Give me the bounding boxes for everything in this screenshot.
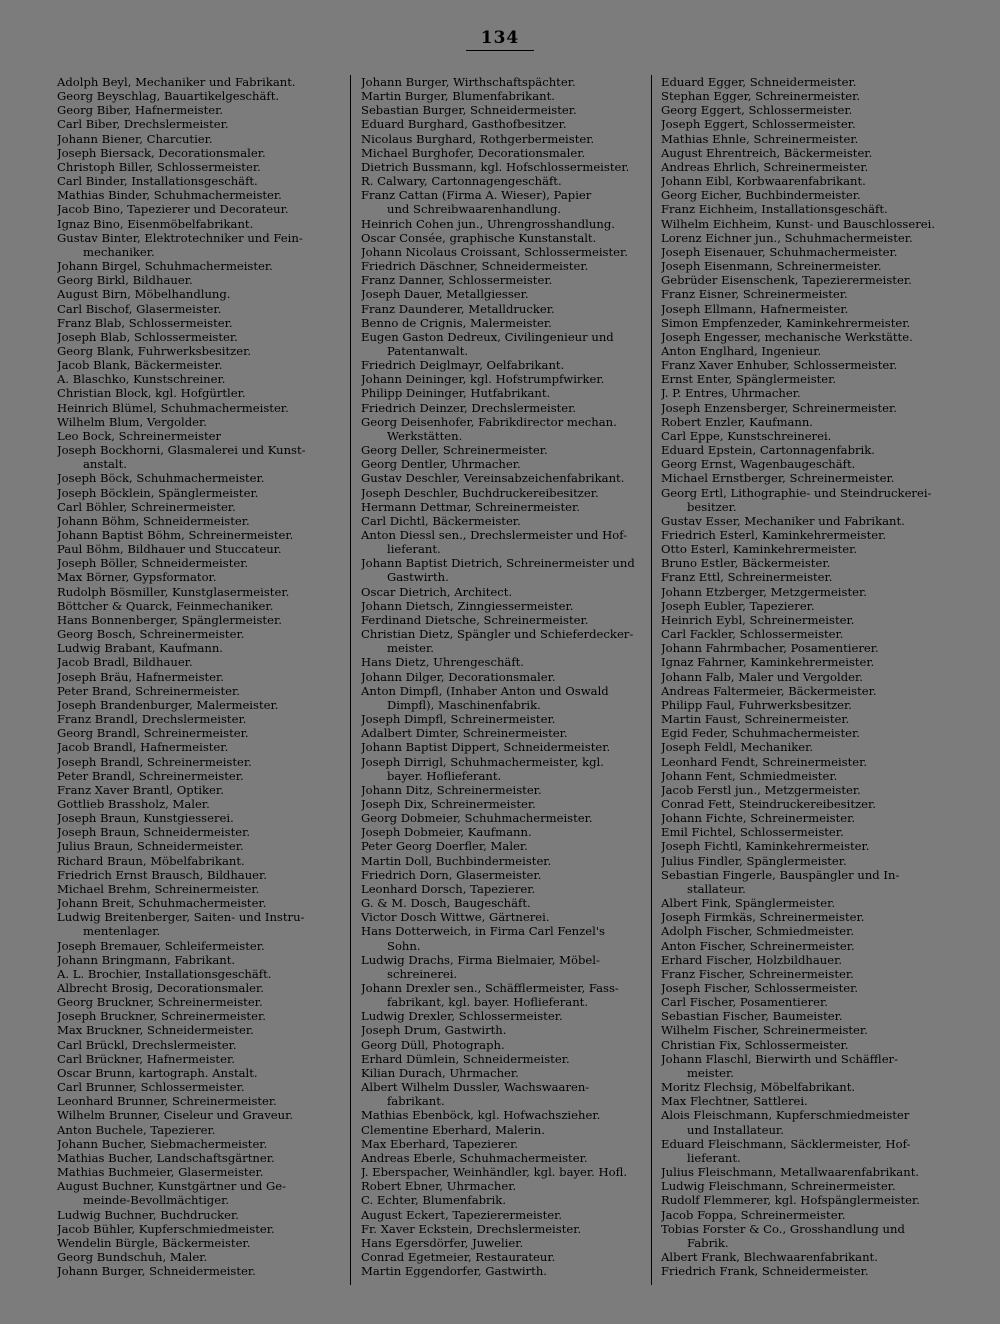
- directory-entry: Simon Empfenzeder, Kaminkehrermeister.: [661, 315, 911, 330]
- directory-entry: Franz Blab, Schlossermeister.: [57, 315, 233, 330]
- directory-entry: Georg Düll, Photograph.: [361, 1037, 505, 1052]
- directory-entry: Johann Fent, Schmiedmeister.: [661, 768, 838, 783]
- directory-entry: Joseph Dix, Schreinermeister.: [361, 796, 536, 811]
- directory-entry: Martin Burger, Blumenfabrikant.: [361, 89, 555, 104]
- directory-entry: Oscar Brunn, kartograph. Anstalt.: [57, 1065, 258, 1080]
- directory-entry: Benno de Crignis, Malermeister.: [361, 315, 552, 330]
- directory-entry: Sebastian Burger, Schneidermeister.: [361, 103, 577, 118]
- page-number: 134: [466, 26, 534, 51]
- directory-entry: Franz Eisner, Schreinermeister.: [661, 287, 848, 302]
- directory-entry: Mathias Bucher, Landschaftsgärtner.: [57, 1150, 275, 1165]
- directory-entry: Julius Fleischmann, Metallwaarenfabrikant.: [661, 1165, 920, 1180]
- directory-entry: Georg Blank, Fuhrwerksbesitzer.: [57, 343, 252, 358]
- directory-entry: Robert Enzler, Kaufmann.: [661, 414, 813, 429]
- directory-entry: Leo Bock, Schreinermeister: [57, 428, 222, 443]
- directory-entry: Johann Birgel, Schuhmachermeister.: [57, 259, 273, 274]
- directory-entry: Friedrich Deiglmayr, Oelfabrikant.: [361, 358, 565, 373]
- directory-entry: Rudolph Bösmiller, Kunstglasermeister.: [57, 584, 290, 599]
- directory-entry: Franz Xaver Enhuber, Schlossermeister.: [661, 358, 898, 373]
- directory-entry: Kilian Durach, Uhrmacher.: [361, 1065, 519, 1080]
- directory-entry: Adolph Beyl, Mechaniker und Fabrikant.: [57, 75, 296, 89]
- directory-entry: Jacob Bino, Tapezierer und Decorateur.: [57, 202, 289, 217]
- directory-entry: Joseph Engesser, mechanische Werkstätte.: [661, 329, 913, 344]
- directory-entry: Joseph Eggert, Schlossermeister.: [661, 117, 856, 132]
- directory-entry: Christian Block, kgl. Hofgürtler.: [57, 386, 246, 401]
- directory-entry: Johann Baptist Dippert, Schneidermeister.: [361, 740, 611, 755]
- directory-entry: Ludwig Breitenberger, Saiten- und Instru- mentenlager.: [57, 910, 305, 939]
- directory-entry: Joseph Eisenmann, Schreinermeister.: [661, 259, 882, 274]
- directory-entry: G. & M. Dosch, Baugeschäft.: [361, 896, 531, 911]
- directory-entry: Friedrich Esterl, Kaminkehrermeister.: [661, 528, 887, 542]
- directory-entry: Johann Fichte, Schreinermeister.: [661, 811, 856, 826]
- directory-entry: Anton Diessl sen., Drechslermeister und Hof- lieferant.: [361, 528, 628, 557]
- directory-entry: Friedrich Dorn, Glasermeister.: [361, 867, 542, 882]
- directory-entry: Dietrich Bussmann, kgl. Hofschlossermeister.: [361, 159, 630, 174]
- directory-entry: Franz Xaver Brantl, Optiker.: [57, 782, 224, 797]
- directory-entry: Gustav Binter, Elektrotechniker und Fein- mechaniker.: [57, 230, 303, 259]
- directory-entry: Joseph Böcklein, Spänglermeister.: [57, 485, 259, 500]
- directory-entry: Eduard Fleischmann, Säcklermeister, Hof- lieferant.: [661, 1136, 911, 1165]
- directory-entry: Alois Fleischmann, Kupferschmiedmeister und Installateur.: [661, 1108, 910, 1137]
- directory-entry: Albrecht Brosig, Decorationsmaler.: [57, 981, 264, 995]
- directory-entry: Georg Brandl, Schreinermeister.: [57, 726, 249, 741]
- directory-entry: Wilhelm Fischer, Schreinermeister.: [661, 1023, 868, 1038]
- directory-entry: Tobias Forster & Co., Grosshandlung und Fabrik.: [661, 1221, 905, 1250]
- directory-entry: Johann Breit, Schuhmachermeister.: [57, 896, 267, 911]
- directory-entry: Anton Englhard, Ingenieur.: [661, 343, 822, 358]
- directory-entry: Johann Burger, Schneidermeister.: [57, 1264, 256, 1279]
- directory-entry: Moritz Flechsig, Möbelfabrikant.: [661, 1080, 856, 1095]
- column-divider: [350, 75, 351, 1285]
- directory-entry: Max Eberhard, Tapezierer.: [361, 1136, 519, 1151]
- directory-entry: Hans Egersdörfer, Juwelier.: [361, 1235, 524, 1250]
- directory-entry: Joseph Blab, Schlossermeister.: [57, 329, 238, 344]
- directory-entry: Nicolaus Burghard, Rothgerbermeister.: [361, 131, 595, 146]
- directory-entry: Peter Brand, Schreinermeister.: [57, 683, 240, 698]
- directory-entry: R. Calwary, Cartonnagengeschäft.: [361, 174, 562, 189]
- directory-entry: Gebrüder Eisenschenk, Tapezierermeister.: [661, 273, 912, 288]
- directory-entry: Carl Biber, Drechslermeister.: [57, 117, 229, 132]
- directory-entry: Carl Bischof, Glasermeister.: [57, 301, 222, 316]
- directory-entry: Albert Wilhelm Dussler, Wachswaaren- fabrikant.: [361, 1080, 590, 1109]
- directory-entry: Martin Faust, Schreinermeister.: [661, 712, 850, 727]
- directory-entry: Johann Ditz, Schreinermeister.: [361, 782, 542, 797]
- directory-entry: Georg Bosch, Schreinermeister.: [57, 627, 245, 642]
- directory-entry: Andreas Eberle, Schuhmachermeister.: [361, 1150, 588, 1165]
- directory-entry: Jacob Ferstl jun., Metzgermeister.: [661, 782, 861, 797]
- directory-entry: Georg Bruckner, Schreinermeister.: [57, 995, 263, 1010]
- directory-entry: Johann Falb, Maler und Vergolder.: [661, 669, 863, 684]
- directory-entry: Joseph Dauer, Metallgiesser.: [361, 287, 529, 302]
- directory-entry: Ludwig Buchner, Buchdrucker.: [57, 1207, 239, 1222]
- directory-entry: Victor Dosch Wittwe, Gärtnerei.: [361, 910, 550, 925]
- directory-entry: Joseph Eisenauer, Schuhmachermeister.: [661, 244, 898, 259]
- directory-entry: Wilhelm Eichheim, Kunst- und Bauschlosserei.: [661, 216, 936, 231]
- directory-entry: Georg Ernst, Wagenbaugeschäft.: [661, 457, 856, 472]
- directory-entry: Jacob Bradl, Bildhauer.: [57, 655, 193, 670]
- directory-entry: Mathias Ehnle, Schreinermeister.: [661, 131, 859, 146]
- directory-entry: Anton Fischer, Schreinermeister.: [661, 938, 855, 953]
- directory-entry: Oscar Consée, graphische Kunstanstalt.: [361, 230, 597, 245]
- directory-entry: Johann Dietsch, Zinngiessermeister.: [361, 598, 574, 613]
- directory-entry: August Eckert, Tapezierermeister.: [361, 1207, 563, 1222]
- directory-entry: Carl Dichtl, Bäckermeister.: [361, 513, 521, 528]
- directory-entry: Carl Fischer, Posamentierer.: [661, 995, 828, 1010]
- directory-entry: Andreas Ehrlich, Schreinermeister.: [661, 159, 869, 174]
- directory-entry: Andreas Faltermeier, Bäckermeister.: [661, 683, 877, 698]
- directory-entry: Böttcher & Quarck, Feinmechaniker.: [57, 598, 274, 613]
- directory-entry: August Birn, Möbelhandlung.: [57, 287, 231, 302]
- directory-entry: Emil Fichtel, Schlossermeister.: [661, 825, 844, 840]
- directory-entry: Max Börner, Gypsformator.: [57, 570, 217, 585]
- directory-entry: Albert Fink, Spänglermeister.: [661, 896, 836, 911]
- directory-entry: Ludwig Drachs, Firma Bielmaier, Möbel- schreinerei.: [361, 952, 600, 981]
- directory-entry: Martin Doll, Buchbindermeister.: [361, 853, 552, 868]
- directory-entry: Ignaz Bino, Eisenmöbelfabrikant.: [57, 216, 254, 231]
- directory-entry: Joseph Bockhorni, Glasmalerei und Kunst- anstalt.: [57, 443, 306, 472]
- directory-column-3: [661, 75, 947, 1278]
- directory-entry: Joseph Böck, Schuhmachermeister.: [57, 471, 265, 486]
- directory-entry: Franz Fischer, Schreinermeister.: [661, 966, 854, 981]
- directory-entry: Ludwig Fleischmann, Schreinermeister.: [661, 1179, 896, 1194]
- directory-entry: Joseph Braun, Schneidermeister.: [57, 825, 251, 840]
- directory-entry: Georg Dobmeier, Schuhmachermeister.: [361, 811, 593, 826]
- directory-entry: Heinrich Blümel, Schuhmachermeister.: [57, 400, 289, 415]
- directory-entry: Hans Dietz, Uhrengeschäft.: [361, 655, 524, 670]
- directory-entry: A. L. Brochier, Installationsgeschäft.: [57, 966, 272, 981]
- directory-entry: Ludwig Brabant, Kaufmann.: [57, 641, 223, 656]
- directory-entry: Eugen Gaston Dedreux, Civilingenieur und Patentanwalt.: [361, 329, 614, 358]
- directory-entry: Joseph Drum, Gastwirth.: [361, 1023, 507, 1038]
- directory-entry: Johann Drexler sen., Schäfflermeister, Fass- fabrikant, kgl. bayer. Hoflieferant.: [361, 981, 619, 1010]
- directory-entry: Hans Dotterweich, in Firma Carl Fenzel's Sohn.: [361, 924, 605, 953]
- directory-entry: Anton Dimpfl, (Inhaber Anton und Oswald Dimpfl), Maschinenfabrik.: [361, 683, 609, 712]
- directory-entry: Eduard Epstein, Cartonnagenfabrik.: [661, 443, 875, 458]
- directory-entry: Albert Frank, Blechwaarenfabrikant.: [661, 1249, 878, 1264]
- directory-entry: Jacob Brandl, Hafnermeister.: [57, 740, 229, 755]
- directory-entry: Mathias Buchmeier, Glasermeister.: [57, 1165, 264, 1180]
- directory-entry: Stephan Egger, Schreinermeister.: [661, 89, 861, 104]
- directory-entry: Richard Braun, Möbelfabrikant.: [57, 853, 245, 868]
- directory-entry: Johann Etzberger, Metzgermeister.: [661, 584, 867, 599]
- directory-entry: Adalbert Dimter, Schreinermeister.: [361, 726, 568, 741]
- directory-entry: Ernst Enter, Spänglermeister.: [661, 372, 837, 387]
- directory-entry: Sebastian Fingerle, Bauspängler und In- stallateur.: [661, 867, 900, 896]
- directory-entry: Friedrich Frank, Schneidermeister.: [661, 1264, 869, 1279]
- directory-entry: Oscar Dietrich, Architect.: [361, 584, 513, 599]
- directory-entry: Carl Böhler, Schreinermeister.: [57, 499, 236, 514]
- directory-entry: Julius Findler, Spänglermeister.: [661, 853, 847, 868]
- directory-entry: Joseph Bräu, Hafnermeister.: [57, 669, 224, 684]
- directory-entry: Joseph Deschler, Buchdruckereibesitzer.: [361, 485, 599, 500]
- directory-entry: Joseph Brandenburger, Malermeister.: [57, 697, 279, 712]
- directory-entry: Franz Eichheim, Installationsgeschäft.: [661, 202, 888, 217]
- directory-entry: Christian Fix, Schlossermeister.: [661, 1037, 849, 1052]
- directory-entry: Georg Dentler, Uhrmacher.: [361, 457, 521, 472]
- directory-entry: Joseph Dimpfl, Schreinermeister.: [361, 712, 556, 727]
- directory-entry: Joseph Dirrigl, Schuhmachermeister, kgl. bayer. Hoflieferant.: [361, 754, 604, 783]
- directory-entry: Michael Burghofer, Decorationsmaler.: [361, 145, 586, 160]
- directory-entry: Johann Nicolaus Croissant, Schlossermeister.: [361, 244, 628, 259]
- directory-entry: Robert Ebner, Uhrmacher.: [361, 1179, 517, 1194]
- directory-entry: Anton Buchele, Tapezierer.: [57, 1122, 216, 1137]
- directory-entry: Ignaz Fahrner, Kaminkehrermeister.: [661, 655, 875, 670]
- directory-entry: Johann Böhm, Schneidermeister.: [57, 513, 250, 528]
- directory-entry: Carl Brunner, Schlossermeister.: [57, 1080, 245, 1095]
- directory-entry: Jacob Bühler, Kupferschmiedmeister.: [57, 1221, 275, 1236]
- directory-entry: Joseph Firmkäs, Schreinermeister.: [661, 910, 865, 925]
- directory-entry: Friedrich Deinzer, Drechslermeister.: [361, 400, 577, 415]
- directory-entry: Georg Bundschuh, Maler.: [57, 1249, 208, 1264]
- directory-entry: Johann Baptist Dietrich, Schreinermeister und Gastwirth.: [361, 556, 635, 585]
- column-divider: [651, 75, 652, 1285]
- directory-entry: Friedrich Ernst Brausch, Bildhauer.: [57, 867, 267, 882]
- directory-entry: Paul Böhm, Bildhauer und Stuccateur.: [57, 542, 282, 557]
- directory-entry: Johann Eibl, Korbwaarenfabrikant.: [661, 174, 866, 189]
- directory-entry: Joseph Böller, Schneidermeister.: [57, 556, 249, 571]
- directory-entry: Gustav Esser, Mechaniker und Fabrikant.: [661, 513, 905, 528]
- directory-entry: Lorenz Eichner jun., Schuhmachermeister.: [661, 230, 913, 245]
- directory-entry: Georg Deller, Schreinermeister.: [361, 443, 548, 458]
- directory-entry: Joseph Enzensberger, Schreinermeister.: [661, 400, 897, 415]
- directory-entry: Wilhelm Blum, Vergolder.: [57, 414, 207, 429]
- directory-entry: Hermann Dettmar, Schreinermeister.: [361, 499, 580, 514]
- directory-entry: Leonhard Dorsch, Tapezierer.: [361, 881, 536, 896]
- directory-entry: Martin Eggendorfer, Gastwirth.: [361, 1264, 547, 1279]
- directory-entry: Christoph Biller, Schlossermeister.: [57, 159, 261, 174]
- directory-entry: Otto Esterl, Kaminkehrermeister.: [661, 542, 858, 557]
- directory-column-1: [57, 75, 342, 1278]
- directory-entry: Jacob Foppa, Schreinermeister.: [661, 1207, 846, 1222]
- directory-entry: Michael Brehm, Schreinermeister.: [57, 881, 260, 896]
- directory-entry: Georg Eggert, Schlossermeister.: [661, 103, 853, 118]
- directory-entry: Hans Bonnenberger, Spänglermeister.: [57, 612, 282, 627]
- directory-entry: Heinrich Eybl, Schreinermeister.: [661, 612, 855, 627]
- directory-entry: Joseph Brandl, Schreinermeister.: [57, 754, 252, 769]
- directory-entry: Carl Brückl, Drechslermeister.: [57, 1037, 237, 1052]
- directory-entry: Eduard Egger, Schneidermeister.: [661, 75, 857, 89]
- directory-entry: Joseph Fichtl, Kaminkehrermeister.: [661, 839, 870, 854]
- directory-entry: Carl Binder, Installationsgeschäft.: [57, 174, 258, 189]
- directory-entry: Johann Burger, Wirthschaftspächter.: [361, 75, 576, 89]
- directory-column-2: [361, 75, 643, 1278]
- directory-entry: Carl Brückner, Hafnermeister.: [57, 1051, 235, 1066]
- directory-entry: Clementine Eberhard, Malerin.: [361, 1122, 545, 1137]
- directory-entry: Friedrich Däschner, Schneidermeister.: [361, 259, 589, 274]
- directory-entry: Max Flechtner, Sattlerei.: [661, 1094, 808, 1109]
- directory-entry: Gottlieb Brassholz, Maler.: [57, 796, 210, 811]
- directory-entry: Joseph Braun, Kunstgiesserei.: [57, 811, 234, 826]
- directory-entry: Julius Braun, Schneidermeister.: [57, 839, 244, 854]
- directory-entry: Franz Brandl, Drechslermeister.: [57, 712, 247, 727]
- directory-entry: Joseph Bremauer, Schleifermeister.: [57, 938, 265, 953]
- directory-entry: Heinrich Cohen jun., Uhrengrosshandlung.: [361, 216, 615, 231]
- directory-entry: Johann Deininger, kgl. Hofstrumpfwirker.: [361, 372, 605, 387]
- directory-entry: Georg Biber, Hafnermeister.: [57, 103, 224, 118]
- directory-entry: C. Echter, Blumenfabrik.: [361, 1193, 507, 1208]
- directory-entry: Georg Ertl, Lithographie- und Steindruckerei- besitzer.: [661, 485, 932, 514]
- directory-entry: Wilhelm Brunner, Ciseleur und Graveur.: [57, 1108, 294, 1123]
- directory-entry: Wendelin Bürgle, Bäckermeister.: [57, 1235, 251, 1250]
- directory-entry: Georg Birkl, Bildhauer.: [57, 273, 193, 288]
- directory-entry: Philipp Faul, Fuhrwerksbesitzer.: [661, 697, 852, 712]
- directory-entry: Joseph Eubler, Tapezierer.: [661, 598, 815, 613]
- directory-entry: Joseph Bruckner, Schreinermeister.: [57, 1009, 266, 1024]
- directory-entry: Ferdinand Dietsche, Schreinermeister.: [361, 612, 589, 627]
- directory-entry: Franz Daunderer, Metalldrucker.: [361, 301, 555, 316]
- directory-entry: Johann Flaschl, Bierwirth und Schäffler- meister.: [661, 1051, 899, 1080]
- directory-entry: Joseph Biersack, Decorationsmaler.: [57, 145, 266, 160]
- directory-entry: Mathias Binder, Schuhmachermeister.: [57, 188, 282, 203]
- directory-entry: Sebastian Fischer, Baumeister.: [661, 1009, 843, 1024]
- directory-entry: Johann Dilger, Decorationsmaler.: [361, 669, 556, 684]
- directory-entry: Georg Eicher, Buchbindermeister.: [661, 188, 861, 203]
- directory-entry: Christian Dietz, Spängler und Schieferdecker- meister.: [361, 627, 634, 656]
- directory-entry: Johann Bringmann, Fabrikant.: [57, 952, 236, 967]
- directory-entry: Adolph Fischer, Schmiedmeister.: [661, 924, 855, 939]
- directory-entry: Georg Deisenhofer, Fabrikdirector mechan. Werkstätten.: [361, 414, 617, 443]
- directory-entry: Philipp Deininger, Hutfabrikant.: [361, 386, 551, 401]
- directory-entry: Johann Fahrmbacher, Posamentierer.: [661, 641, 879, 656]
- directory-entry: Max Bruckner, Schneidermeister.: [57, 1023, 254, 1038]
- directory-entry: Conrad Egetmeier, Restaurateur.: [361, 1249, 556, 1264]
- directory-entry: Egid Feder, Schuhmachermeister.: [661, 726, 860, 741]
- directory-entry: Erhard Fischer, Holzbildhauer.: [661, 952, 843, 967]
- directory-entry: Johann Biener, Charcutier.: [57, 131, 213, 146]
- directory-entry: August Buchner, Kunstgärtner und Ge- meinde-Bevollmächtiger.: [57, 1179, 287, 1208]
- directory-entry: Mathias Ebenböck, kgl. Hofwachszieher.: [361, 1108, 601, 1123]
- directory-entry: Bruno Estler, Bäckermeister.: [661, 556, 831, 571]
- directory-entry: Joseph Dobmeier, Kaufmann.: [361, 825, 532, 840]
- directory-entry: Joseph Fischer, Schlossermeister.: [661, 981, 859, 995]
- directory-entry: Carl Eppe, Kunstschreinerei.: [661, 428, 832, 443]
- directory-entry: Gustav Deschler, Vereinsabzeichenfabrikant.: [361, 471, 625, 486]
- directory-entry: Leonhard Fendt, Schreinermeister.: [661, 754, 868, 769]
- directory-entry: Jacob Blank, Bäckermeister.: [57, 358, 223, 373]
- directory-entry: Carl Fackler, Schlossermeister.: [661, 627, 844, 642]
- directory-entry: Fr. Xaver Eckstein, Drechslermeister.: [361, 1221, 582, 1236]
- directory-entry: Ludwig Drexler, Schlossermeister.: [361, 1009, 563, 1024]
- directory-entry: Peter Georg Doerfler, Maler.: [361, 839, 528, 854]
- directory-entry: Leonhard Brunner, Schreinermeister.: [57, 1094, 277, 1109]
- directory-entry: A. Blaschko, Kunstschreiner.: [57, 372, 226, 387]
- directory-entry: Johann Baptist Böhm, Schreinermeister.: [57, 528, 294, 542]
- directory-entry: Eduard Burghard, Gasthofbesitzer.: [361, 117, 567, 132]
- directory-entry: Franz Cattan (Firma A. Wieser), Papier und Schreibwaarenhandlung.: [361, 188, 592, 217]
- directory-entry: Johann Bucher, Siebmachermeister.: [57, 1136, 268, 1151]
- directory-entry: Joseph Ellmann, Hafnermeister.: [661, 301, 849, 316]
- directory-entry: Georg Beyschlag, Bauartikelgeschäft.: [57, 89, 280, 104]
- directory-entry: August Ehrentreich, Bäckermeister.: [661, 145, 873, 160]
- directory-entry: Franz Ettl, Schreinermeister.: [661, 570, 833, 585]
- directory-entry: J. Eberspacher, Weinhändler, kgl. bayer. Hofl.: [361, 1165, 628, 1180]
- directory-entry: Peter Brandl, Schreinermeister.: [57, 768, 244, 783]
- directory-entry: Franz Danner, Schlossermeister.: [361, 273, 553, 288]
- directory-entry: J. P. Entres, Uhrmacher.: [661, 386, 801, 401]
- directory-entry: Conrad Fett, Steindruckereibesitzer.: [661, 796, 876, 811]
- directory-entry: Rudolf Flemmerer, kgl. Hofspänglermeister.: [661, 1193, 920, 1208]
- directory-entry: Erhard Dümlein, Schneidermeister.: [361, 1051, 570, 1066]
- directory-entry: Michael Ernstberger, Schreinermeister.: [661, 471, 895, 486]
- directory-entry: Joseph Feldl, Mechaniker.: [661, 740, 814, 755]
